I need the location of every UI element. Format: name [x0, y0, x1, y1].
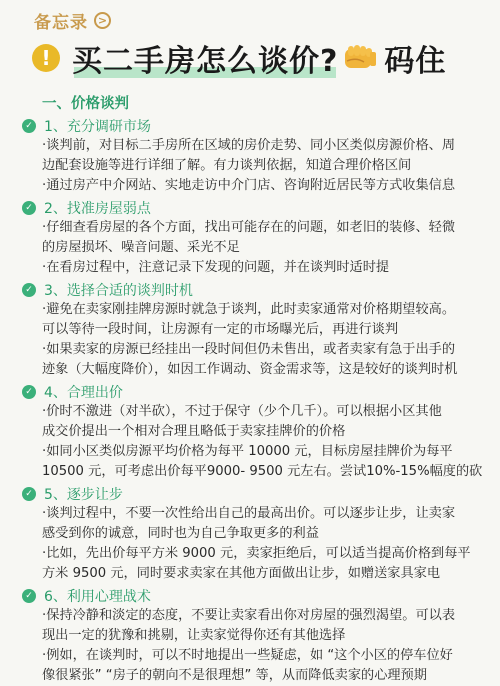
bullet-paragraph	[42, 544, 492, 584]
bullet-paragraph	[42, 136, 492, 176]
paragraph-line: 成交价提出一个相对合理且略低于卖家挂牌价的价格	[42, 424, 346, 439]
paragraph-line: ·如果卖家的房源已经挂出一段时间但仍未售出，或者卖家有急于出手的	[42, 342, 456, 357]
check-circle-icon: ✓	[22, 385, 36, 399]
part-heading: 一、价格谈判	[42, 96, 129, 112]
bullet-paragraph	[42, 176, 492, 196]
bullet-paragraph	[42, 442, 492, 482]
bullet-paragraph	[42, 504, 492, 544]
paragraph-line: ·保持冷静和淡定的态度，不要让卖家看出你对房屋的强烈渴望。可以表	[42, 608, 456, 623]
bullet-paragraph	[42, 606, 492, 646]
check-circle-icon: ✓	[22, 589, 36, 603]
paragraph-line: 现出一定的犹豫和挑剔，让卖家觉得你还有其他选择	[42, 628, 346, 643]
content	[22, 94, 492, 686]
paragraph-line: 迹象（大幅度降价），如因工作调动、资金需求等，这是较好的谈判时机	[42, 362, 458, 377]
paragraph-line: ·比如，先出价每平方米 9000 元，卖家拒绝后，可以适当提高价格到每平	[42, 546, 471, 561]
section-heading	[22, 197, 492, 218]
title-row	[32, 32, 492, 84]
paragraph-line: ·谈判前，对目标二手房所在区域的房价走势、同小区类似房源价格、周	[42, 138, 456, 153]
bullet-paragraph	[42, 218, 492, 258]
check-circle-icon: ✓	[22, 487, 36, 501]
paragraph-line: 感受到你的诚意，同时也为自己争取更多的利益	[42, 526, 319, 541]
bullet-paragraph	[42, 402, 492, 442]
section-title: 2、找准房屋弱点	[44, 200, 151, 217]
paragraph-line: ·通过房产中介网站、实地走访中介门店、咨询附近居民等方式收集信息	[42, 178, 456, 193]
memo-header[interactable]	[34, 8, 111, 33]
paragraph-line: ·如同小区类似房源平均价格为每平 10000 元，目标房屋挂牌价为每平	[42, 444, 453, 459]
section-heading	[22, 381, 492, 402]
bullet-paragraph	[42, 646, 492, 686]
section-title: 5、逐步让步	[44, 486, 123, 503]
check-circle-icon: ✓	[22, 201, 36, 215]
paragraph-line: ·避免在卖家刚挂牌房源时就急于谈判，此时卖家通常对价格期望较高。	[42, 302, 456, 317]
bullet-paragraph	[42, 258, 492, 278]
paragraph-line: ·谈判过程中，不要一次性给出自己的最高出价。可以逐步让步，让卖家	[42, 506, 456, 521]
chevron-right-icon[interactable]: >	[94, 12, 111, 29]
section-heading	[22, 483, 492, 504]
paragraph-line: 像很紧张” “房子的朝向不是很理想” 等，从而降低卖家的心理预期	[42, 668, 427, 683]
section-heading	[22, 115, 492, 136]
check-circle-icon: ✓	[22, 119, 36, 133]
section-title: 1、充分调研市场	[44, 118, 151, 135]
title-wrap	[72, 36, 338, 80]
paragraph-line: ·价时不激进（对半砍），不过于保守（少个几千）。可以根据小区其他	[42, 404, 442, 419]
section-title: 4、合理出价	[44, 384, 123, 401]
paragraph-line: 的房屋损坏、噪音问题、采光不足	[42, 240, 240, 255]
section-title: 3、选择合适的谈判时机	[44, 282, 193, 299]
paragraph-line: ·在看房过程中，注意记录下发现的问题，并在谈判时适时提	[42, 260, 390, 275]
bullet-paragraph	[42, 300, 492, 340]
fist-emoji-icon	[342, 43, 378, 73]
check-circle-icon: ✓	[22, 283, 36, 297]
paragraph-line: 10500 元，可考虑出价每平9000- 9500 元左右。尝试10%-15%幅度的砍	[42, 464, 483, 479]
memo-label: 备忘录	[34, 13, 88, 33]
paragraph-line: 可以等待一段时间，让房源有一定的市场曝光后，再进行谈判	[42, 322, 399, 337]
exclamation-icon: !	[32, 44, 60, 72]
section-heading	[22, 585, 492, 606]
paragraph-line: 边配套设施等进行详细了解。有力谈判依据，知道合理价格区间	[42, 158, 412, 173]
bullet-paragraph	[42, 340, 492, 380]
title-suffix: 码住	[384, 44, 447, 79]
page-title: 买二手房怎么谈价?	[72, 44, 339, 79]
paragraph-line: ·例如，在谈判时，可以不时地提出一些疑虑，如 “这个小区的停车位好	[42, 648, 453, 663]
paragraph-line: 方米 9500 元，同时要求卖家在其他方面做出让步，如赠送家具家电	[42, 566, 441, 581]
section-title: 6、利用心理战术	[44, 588, 151, 605]
paragraph-line: ·仔细查看房屋的各个方面，找出可能存在的问题，如老旧的装修、轻微	[42, 220, 456, 235]
section-heading	[22, 279, 492, 300]
